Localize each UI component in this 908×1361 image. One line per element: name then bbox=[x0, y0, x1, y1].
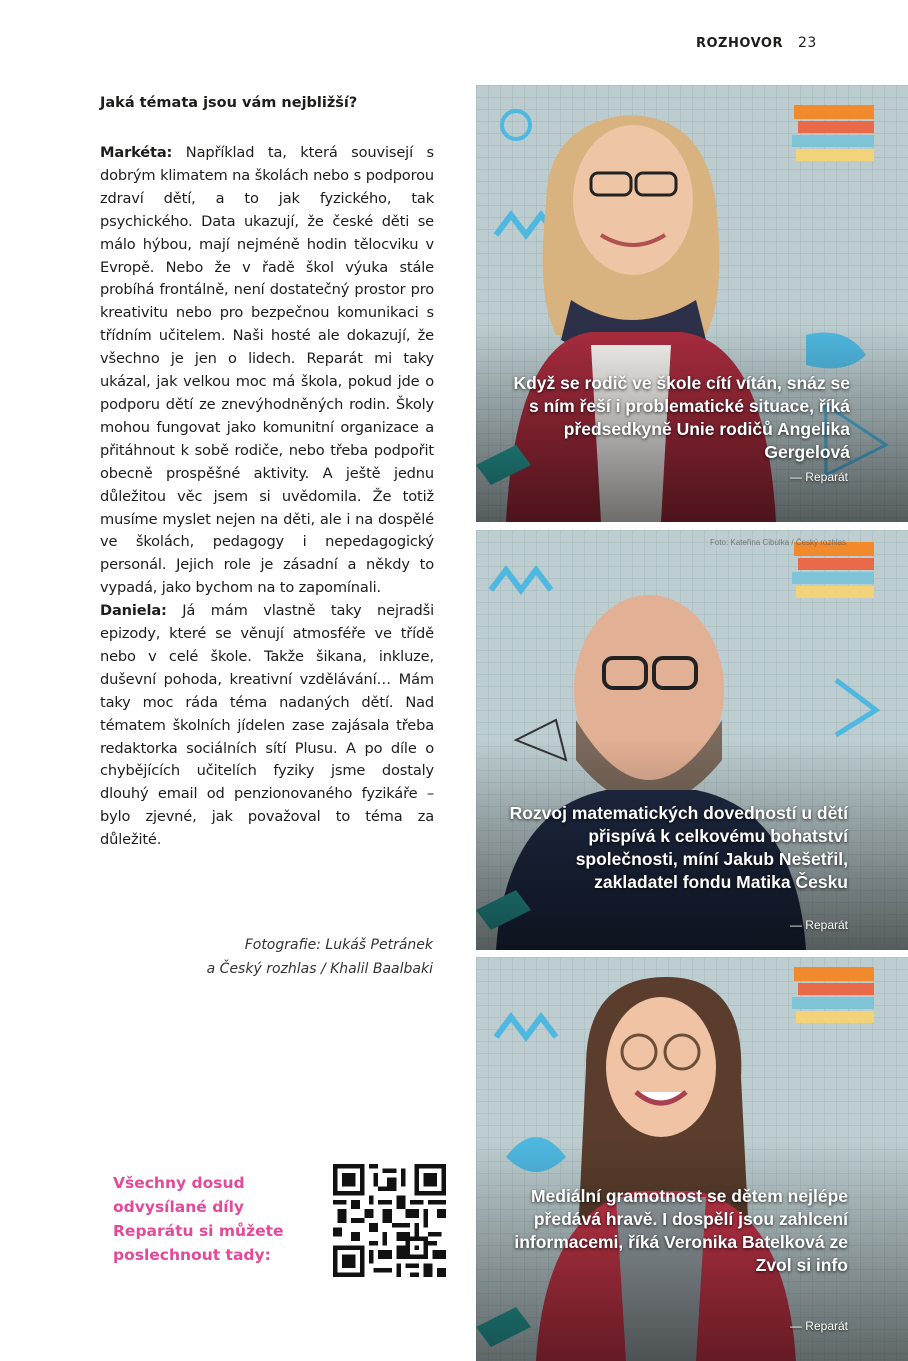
answer-text: Například ta, která souvisejí s dobrým klimatem na školách nebo s podporou zdraví dětí, a to jak fyzického, tak psychického. Data ukazují, že české děti se málo hýbou, mají nejméně hodin tělocviku v Evropě. Nebo že v řadě škol výuka stále probíhá frontálně, není dostatečný prostor pro kreativitu nebo pro bezpečnou komunikaci s třídním učitelem. Naši hosté ale dokazují, že všechno je jen o lidech. Reparát mi taky ukázal, jak velkou moc má škola, pokud jde o podporu dětí ze znevýhodněných rodin. Školy mohou fungovat jako komunitní organizace a přitáhnout k sobě rodiče, nebo třeba podpořit obecně prospěšné aktivity. A ještě jednu důležitou věc jsem si uvědomila. Že totiž musíme myslet nejen na děti, ale i na dospělé ve školách, pedagogy i nepedagogický personál. Jejich role je zásadní a někdy to vypadá, jako bychom na to zapomínali. bbox=[100, 144, 434, 597]
answer-text: Já mám vlastně taky nejradši epizody, které se věnují atmosféře ve třídě nebo v celé škole. Takže šikana, inkluze, duševní pohoda, kreativní vzdělávání… Mám taky moc ráda téma nadaných dětí. Nad tématem školních jídelen zase zajásala třeba redaktorka sociálních sítí Plusu. A po díle o chybějících učitelích fyziky jsme dostaly dlouhý email od penzionovaného fyzikáře – bylo zjevné, jak považoval to téma za důležité. bbox=[100, 602, 434, 849]
portrait-illustration bbox=[476, 957, 908, 1361]
photo-credit bbox=[100, 933, 433, 981]
section-label: ROZHOVOR bbox=[696, 36, 783, 51]
answer-marketa bbox=[100, 142, 434, 600]
panel-quote: Když se rodič ve škole cítí vítán, snáz se s ním řeší i problematické situace, říká předsedkyně Unie rodičů Angelika Gergelová bbox=[513, 373, 850, 462]
panel-quote: Rozvoj matematických dovedností u dětí přispívá k celkovému bohatství společnosti, míní Jakub Nešetřil, zakladatel fondu Matika Česku bbox=[509, 803, 848, 892]
panel-byline: — Reparát bbox=[789, 470, 848, 484]
portrait-panel-1 bbox=[476, 85, 908, 522]
image-source-credit: Foto: Kateřina Cibulka / Český rozhlas bbox=[710, 538, 847, 547]
panel-byline: — Reparát bbox=[789, 1319, 848, 1333]
article-body bbox=[100, 142, 434, 852]
page-header bbox=[696, 35, 817, 51]
page-number: 23 bbox=[798, 35, 817, 51]
answer-daniela bbox=[100, 600, 434, 852]
panel-byline: — Reparát bbox=[789, 918, 848, 932]
portrait-panel-2 bbox=[476, 530, 908, 950]
portrait-panel-3 bbox=[476, 957, 908, 1361]
photo-credit-line: a Český rozhlas / Khalil Baalbaki bbox=[206, 961, 433, 977]
speaker-name: Daniela: bbox=[100, 602, 167, 620]
panel-quote: Mediální gramotnost se dětem nejlépe předává hravě. I dospělí jsou zahlcení informacemi, říká Veronika Batelková ze Zvol si info bbox=[514, 1186, 848, 1275]
speaker-name: Markéta: bbox=[100, 144, 173, 161]
photo-credit-line: Fotografie: Lukáš Petránek bbox=[244, 937, 433, 953]
interview-question: Jaká témata jsou vám nejbližší? bbox=[100, 95, 358, 111]
promo-text: Všechny dosud odvysílané díly Reparátu si můžete poslechnout tady: bbox=[113, 1174, 284, 1264]
qr-code[interactable] bbox=[333, 1164, 446, 1277]
